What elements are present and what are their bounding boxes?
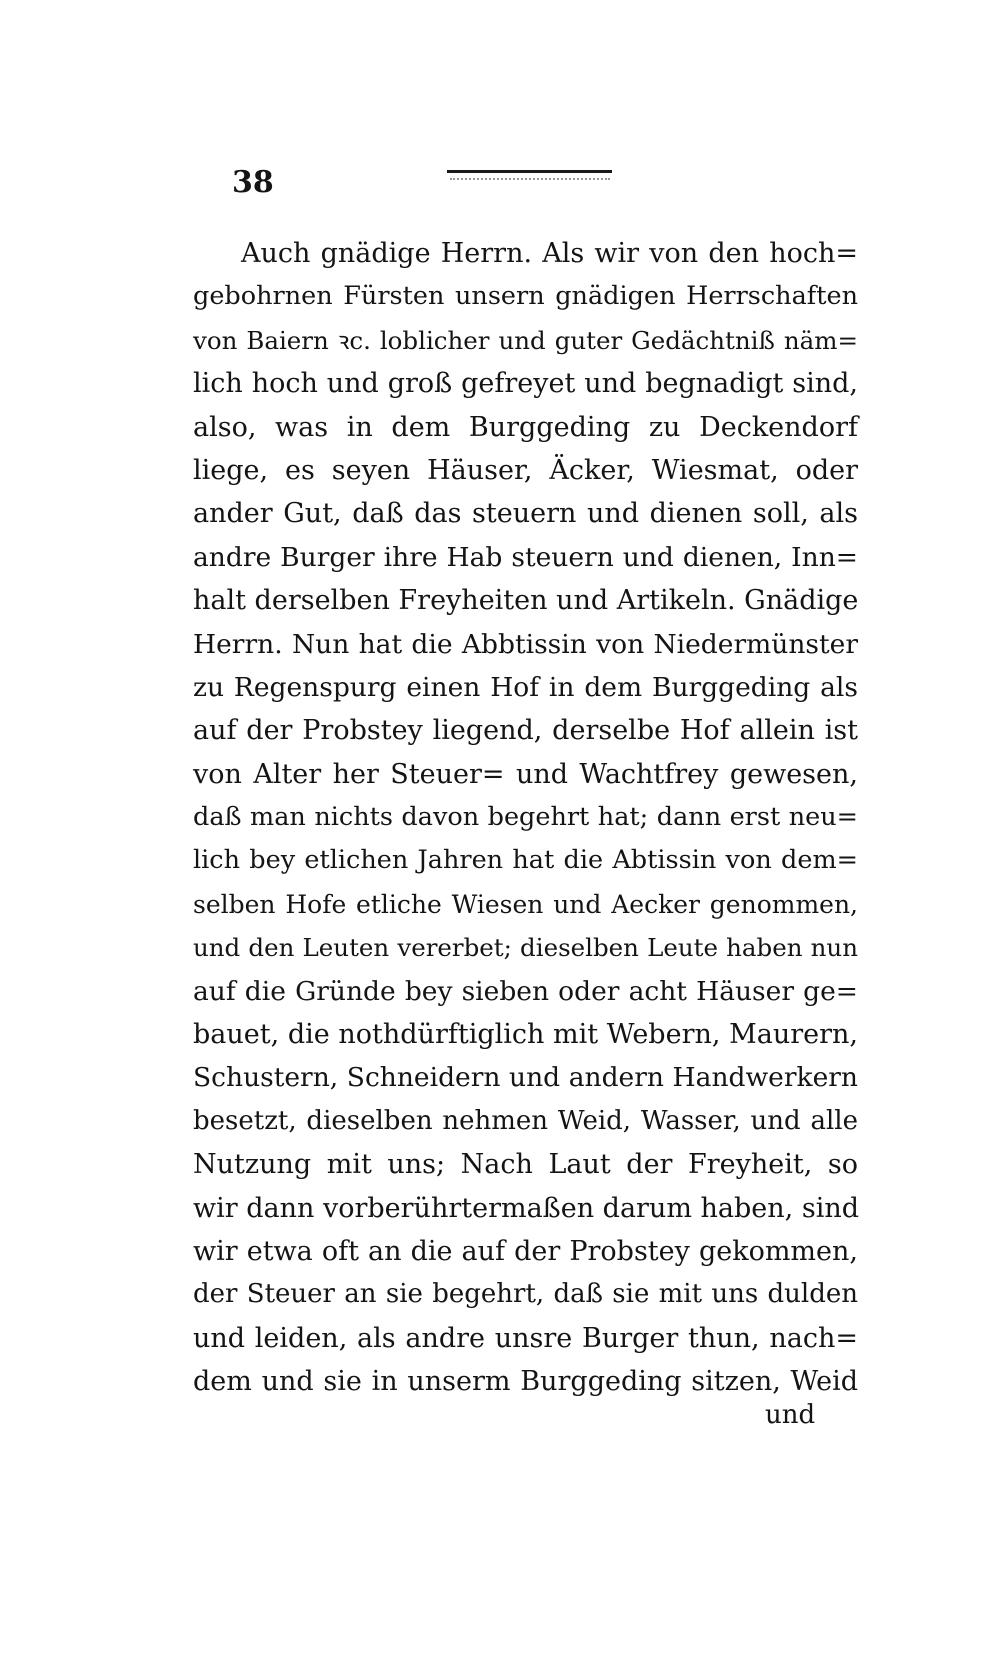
text-line: und den Leuten vererbet; dieselben Leute haben nun [193, 933, 858, 963]
text-line: und leiden, als andre unsre Burger thun, nach= [193, 1322, 858, 1354]
text-line: gebohrnen Fürsten unsern gnädigen Herrschaften [193, 281, 858, 312]
text-line: auf die Gründe bey sieben oder acht Häuser ge= [193, 975, 858, 1007]
text-line: also, was in dem Burggeding zu Deckendorf [193, 411, 858, 443]
text-line: selben Hofe etliche Wiesen und Aecker genommen, [193, 889, 858, 919]
text-line: Herrn. Nun hat die Abbtissin von Niedermünster [193, 628, 858, 660]
text-line: bauet, die nothdürftiglich mit Webern, Maurern, [193, 1019, 858, 1051]
text-line: halt derselben Freyheiten und Artikeln. Gnädige [193, 585, 859, 617]
text-line: wir etwa oft an die auf der Probstey gekommen, [193, 1235, 858, 1267]
text-line: ander Gut, daß das steuern und dienen soll, als [193, 498, 858, 530]
header-rule [447, 170, 612, 173]
text-line: von Alter her Steuer= und Wachtfrey gewesen, [193, 758, 858, 790]
header-rule-shadow [450, 178, 610, 180]
text-line: von Baiern ꝛc. loblicher und guter Gedächtniß näm= [193, 325, 858, 355]
text-line: wir dann vorberührtermaßen darum haben, sind [193, 1192, 859, 1224]
text-line: daß man nichts davon begehrt hat; dann erst neu= [193, 802, 858, 833]
text-line: der Steuer an sie begehrt, daß sie mit uns dulden [193, 1279, 858, 1310]
text-line: besetzt, dieselben nehmen Weid, Wasser, und alle [193, 1105, 858, 1136]
text-line: liege, es seyen Häuser, Äcker, Wiesmat, oder [193, 454, 858, 486]
text-line: lich hoch und groß gefreyet und begnadigt sind, [193, 368, 858, 400]
text-line: dem und sie in unserm Burggeding sitzen, Weid [193, 1366, 858, 1398]
text-line: Nutzung mit uns; Nach Laut der Freyheit, so [193, 1149, 858, 1181]
page-number: 38 [232, 165, 274, 200]
text-line: Auch gnädige Herrn. Als wir von den hoch= [241, 238, 858, 269]
text-line: zu Regenspurg einen Hof in dem Burggeding als [193, 671, 858, 703]
text-line: auf der Probstey liegend, derselbe Hof allein ist [193, 715, 858, 747]
text-line: lich bey etlichen Jahren hat die Abtissin von dem= [193, 845, 858, 876]
body-text [193, 232, 858, 1404]
text-line: andre Burger ihre Hab steuern und dienen, Inn= [193, 541, 858, 573]
text-line: Schustern, Schneidern und andern Handwerkern [193, 1062, 858, 1094]
catchword: und [765, 1400, 816, 1430]
